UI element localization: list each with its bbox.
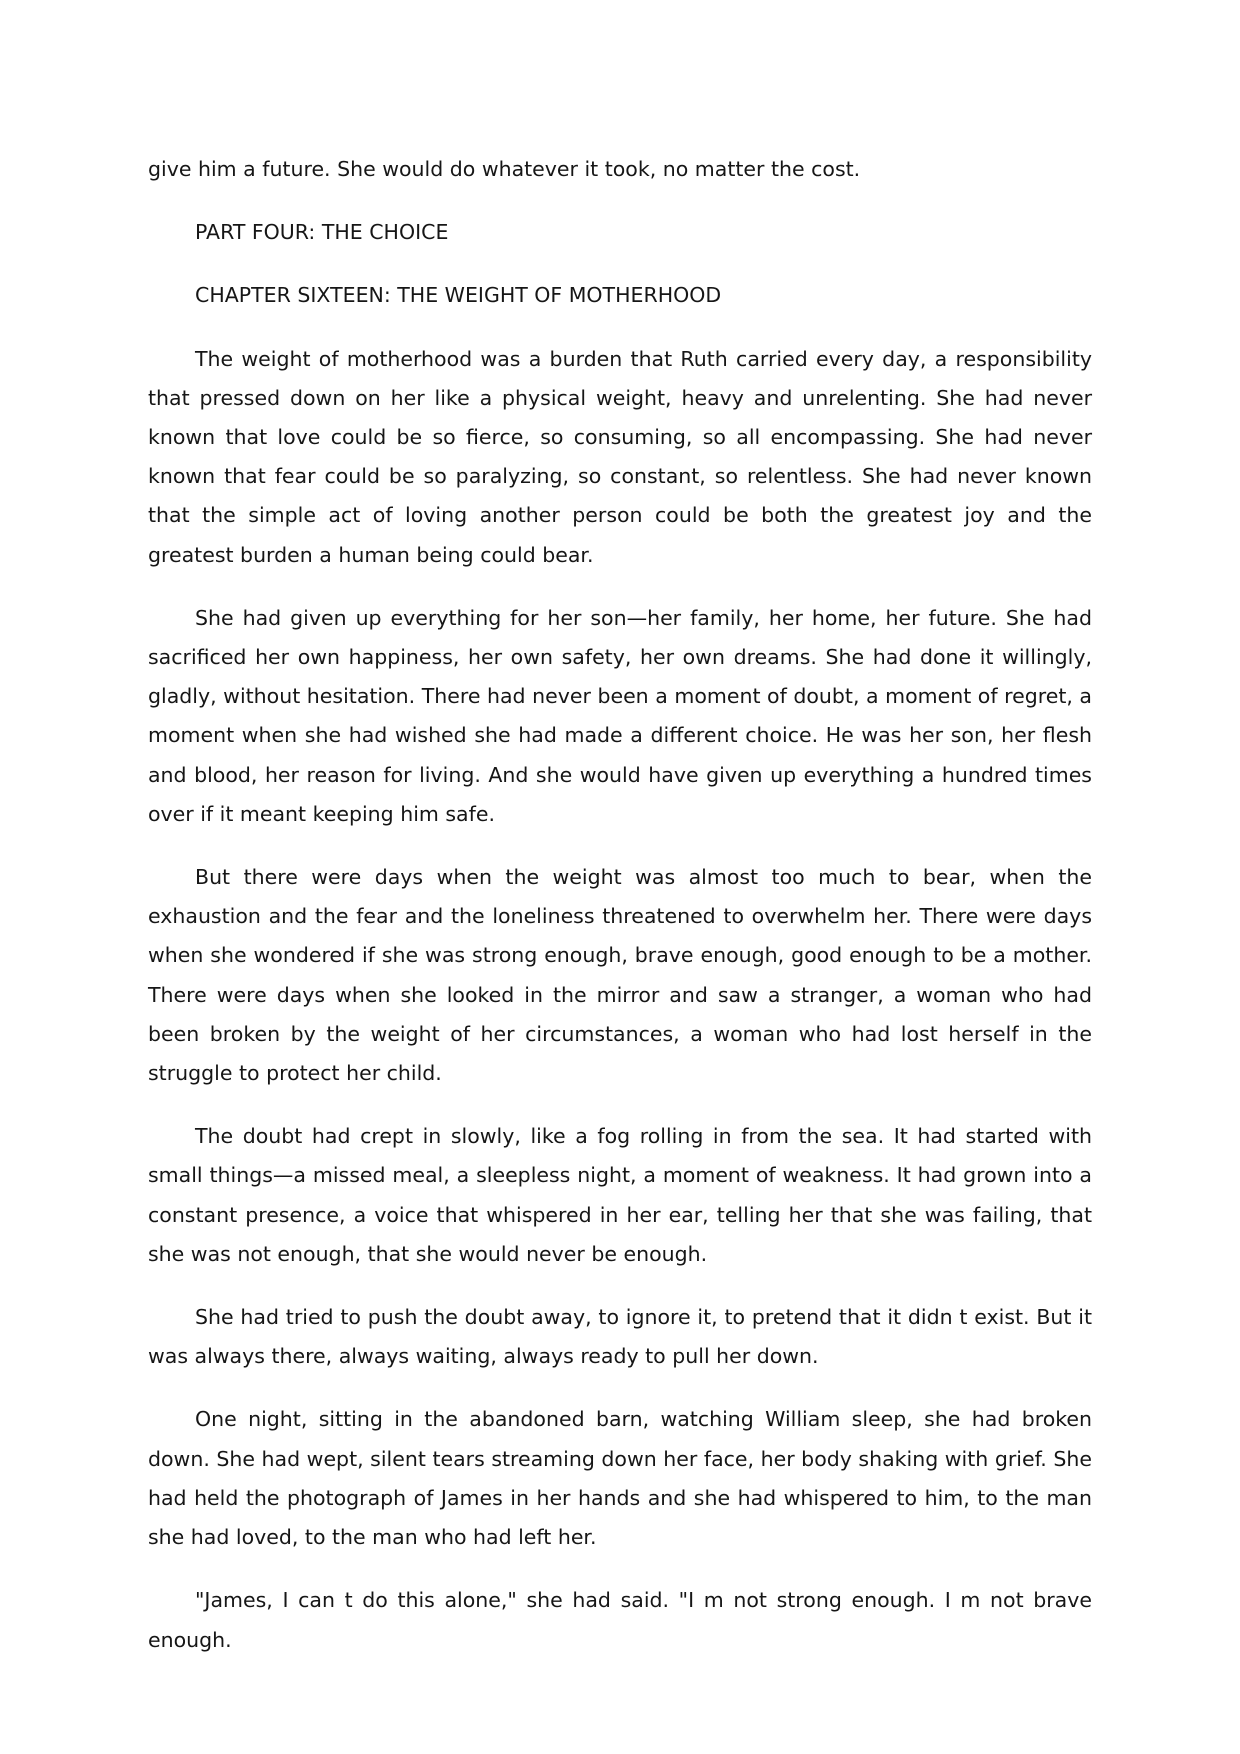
- body-paragraph: The doubt had crept in slowly, like a fog rolling in from the sea. It had started with small things—a missed meal, a sleepless night, a moment of weakness. It had grown into a constant presence, a voice that whispered in her ear, telling her that she was failing, that she was not enough, that she would never be enough.: [148, 1124, 1092, 1266]
- body-paragraph: But there were days when the weight was almost too much to bear, when the exhaustion and the fear and the loneliness threatened to overwhelm her. There were days when she wondered if she was strong enough, brave enough, good enough to be a mother. There were days when she looked in the mirror and saw a stranger, a woman who had been broken by the weight of her circumstances, a woman who had lost herself in the struggle to protect her child.: [148, 865, 1092, 1086]
- body-paragraph: She had tried to push the doubt away, to ignore it, to pretend that it didn t exist. But it was always there, always waiting, always ready to pull her down.: [148, 1305, 1092, 1369]
- body-paragraph: The weight of motherhood was a burden that Ruth carried every day, a responsibility that pressed down on her like a physical weight, heavy and unrelenting. She had never known that love could be so fierce, so consuming, so all encompassing. She had never known that fear could be so paralyzing, so constant, so relentless. She had never known that the simple act of loving another person could be both the greatest joy and the greatest burden a human being could bear.: [148, 346, 1092, 567]
- body-paragraph: "James, I can t do this alone," she had said. "I m not strong enough. I m not brave enough.: [148, 1588, 1092, 1652]
- body-paragraph: She had given up everything for her son—her family, her home, her future. She had sacrificed her own happiness, her own safety, her own dreams. She had done it willingly, gladly, without hesitation. There had never been a moment of doubt, a moment of regret, a moment when she had wished she had made a different choice. He was her son, her flesh and blood, her reason for living. And she would have given up everything a hundred times over if it meant keeping him safe.: [148, 605, 1092, 826]
- body-paragraph: One night, sitting in the abandoned barn, watching William sleep, she had broken down. She had wept, silent tears streaming down her face, her body shaking with grief. She had held the photograph of James in her hands and she had whispered to him, to the man she had loved, to the man who had left her.: [148, 1407, 1092, 1550]
- chapter-heading: CHAPTER SIXTEEN: THE WEIGHT OF MOTHERHOOD: [195, 283, 722, 308]
- document-page: [148, 150, 1092, 1684]
- part-heading: PART FOUR: THE CHOICE: [195, 220, 449, 245]
- opening-line: give him a future. She would do whatever it took, no matter the cost.: [148, 157, 861, 181]
